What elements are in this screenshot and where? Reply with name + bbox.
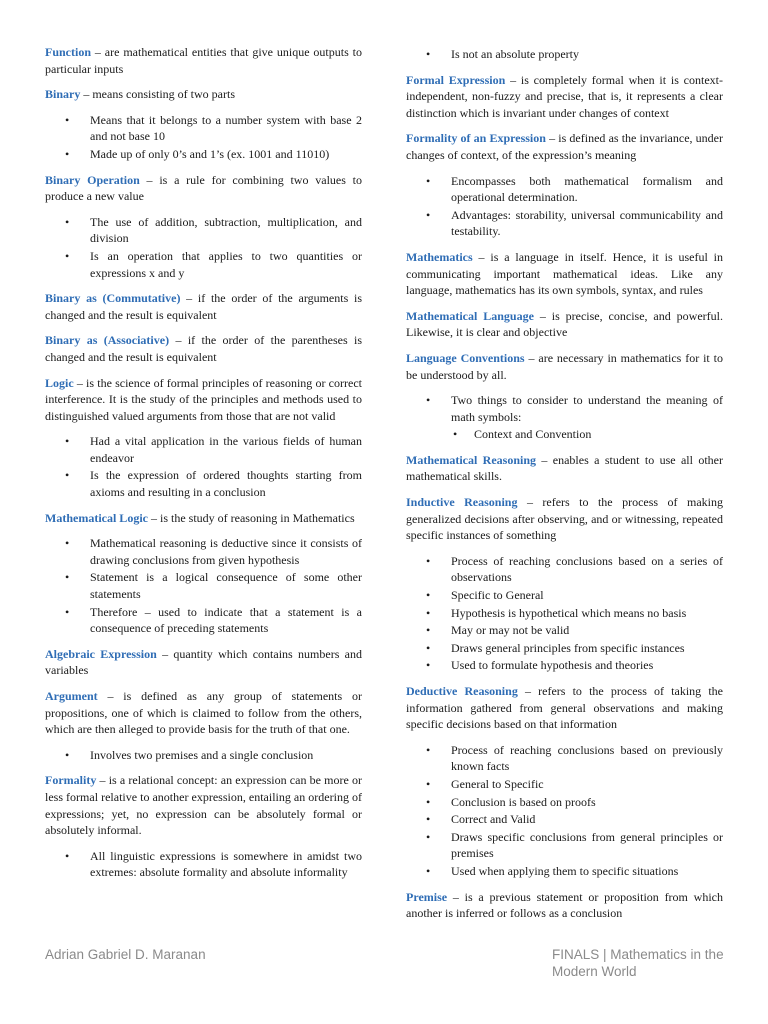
bullet-list bbox=[406, 553, 723, 674]
bullet-item: • Is the expression of ordered thoughts starting from axioms and resulting in a conclusion bbox=[45, 467, 362, 500]
footer-course bbox=[552, 946, 727, 980]
term-label: Function bbox=[45, 45, 92, 59]
definition-mathematical-reasoning bbox=[406, 452, 723, 485]
bullet-item: • May or may not be valid bbox=[406, 622, 723, 639]
bullet-item: • General to Specific bbox=[406, 776, 723, 793]
bullet-item: • Advantages: storability, universal communicability and testability. bbox=[406, 207, 723, 240]
definition-text: – are mathematical entities that give unique outputs to particular inputs bbox=[45, 45, 362, 76]
definition-text: – is a language in itself. Hence, it is useful in communicating important mathematical ideas. Like any language, mathematics has its own symbols, syntax, and rules bbox=[406, 249, 723, 298]
definition-function bbox=[45, 44, 362, 77]
bullet-item: • Therefore – used to indicate that a statement is a consequence of preceding statements bbox=[45, 604, 362, 637]
term-label: Binary as (Commutative) bbox=[45, 291, 181, 306]
bullet-list bbox=[406, 173, 723, 240]
definition-mathematical-logic bbox=[45, 510, 362, 527]
term-label: Inductive Reasoning bbox=[406, 495, 518, 510]
definition-text: – refers to the process of making generalized decisions after observing, and or witnessing, repeated specific instances of something bbox=[406, 495, 723, 543]
bullet-item: • Specific to General bbox=[406, 587, 723, 604]
bullet-item: • Draws specific conclusions from general principles or premises bbox=[406, 829, 723, 862]
bullet-item: • Process of reaching conclusions based on previously known facts bbox=[406, 742, 723, 775]
definition-binary-as-associative bbox=[45, 332, 362, 365]
bullet-list bbox=[406, 392, 723, 425]
bullet-list bbox=[45, 535, 362, 637]
bullet-item: • Means that it belongs to a number system with base 2 and not base 10 bbox=[45, 112, 362, 145]
bullet-item: • Used to formulate hypothesis and theories bbox=[406, 657, 723, 674]
bullet-item: • Hypothesis is hypothetical which means no basis bbox=[406, 605, 723, 622]
term-label: Logic bbox=[45, 375, 74, 390]
term-label: Mathematics bbox=[406, 249, 473, 264]
definition-text: – is completely formal when it is context-independent, non-fuzzy and precise, that is, it represents a clear distinction which is invariant under changes of context bbox=[406, 72, 723, 120]
term-label: Binary as (Associative) bbox=[45, 333, 170, 348]
term-label: Mathematical Logic bbox=[45, 510, 148, 525]
definition-text: – means consisting of two parts bbox=[80, 87, 235, 102]
term-label: Mathematical Language bbox=[406, 308, 534, 323]
term-label: Binary bbox=[45, 87, 81, 102]
bullet-item: • Involves two premises and a single conclusion bbox=[45, 747, 362, 764]
definition-text: – if the order of the parentheses is changed and the result is equivalent bbox=[45, 333, 362, 364]
definition-binary bbox=[45, 86, 362, 103]
bullet-item: • Conclusion is based on proofs bbox=[406, 794, 723, 811]
definition-mathematics bbox=[406, 249, 723, 299]
left-column bbox=[45, 44, 362, 890]
definition-text: – is the study of reasoning in Mathematics bbox=[147, 510, 355, 525]
term-label: Formality of an Expression bbox=[406, 131, 546, 146]
bullet-list bbox=[45, 848, 362, 881]
sub-bullet-list bbox=[406, 426, 723, 443]
definition-text: – quantity which contains numbers and variables bbox=[45, 646, 363, 678]
right-column bbox=[406, 46, 723, 931]
definition-text: – is defined as the invariance, under changes of context, of the expression’s meaning bbox=[406, 131, 723, 162]
definition-text: – is a rule for combining two values to produce a new value bbox=[45, 172, 362, 204]
term-label: Mathematical Reasoning bbox=[406, 452, 537, 467]
definition-inductive-reasoning bbox=[406, 494, 723, 544]
definition-mathematical-language bbox=[406, 308, 723, 341]
definition-text: – if the order of the arguments is changed and the result is equivalent bbox=[45, 291, 362, 322]
definition-text: – are necessary in mathematics for it to be understood by all. bbox=[406, 350, 723, 382]
bullet-item: • Draws general principles from specific instances bbox=[406, 640, 723, 657]
bullet-item: • The use of addition, subtraction, multiplication, and division bbox=[45, 214, 362, 247]
definition-text: – refers to the process of taking the information gathered from general observations and making specific decisions based on that information bbox=[406, 684, 723, 732]
definition-text: – is defined as any group of statements or propositions, one of which is claimed to follow from the others, which are then alleged to provide basis for the truth of that one. bbox=[45, 689, 362, 737]
definition-text: – is a relational concept: an expression can be more or less formal relative to another expression, entailing an ordering of expressions; yet, no expression can be absolutely formal or absolutely informal. bbox=[45, 773, 362, 838]
definition-argument bbox=[45, 688, 362, 738]
definition-text: – is the science of formal principles of reasoning or correct interference. It is the study of the principles and methods used to distinguished valued arguments from those that are not valid bbox=[45, 375, 362, 423]
term-label: Binary Operation bbox=[45, 172, 140, 187]
bullet-list bbox=[45, 747, 362, 764]
term-label: Deductive Reasoning bbox=[406, 684, 518, 698]
term-label: Formal Expression bbox=[406, 72, 506, 87]
definition-logic bbox=[45, 375, 362, 425]
term-label: Language Conventions bbox=[406, 350, 525, 365]
definition-deductive-reasoning bbox=[406, 683, 723, 733]
bullet-list bbox=[45, 214, 362, 281]
bullet-list bbox=[45, 433, 362, 500]
term-label: Formality bbox=[45, 773, 97, 788]
bullet-item: • Had a vital application in the various fields of human endeavor bbox=[45, 433, 362, 466]
definition-binary-operation bbox=[45, 172, 362, 205]
definition-premise bbox=[406, 889, 723, 922]
bullet-item: • Statement is a logical consequence of some other statements bbox=[45, 569, 362, 602]
bullet-list bbox=[45, 112, 362, 163]
term-label: Argument bbox=[45, 689, 98, 703]
bullet-item: • Mathematical reasoning is deductive since it consists of drawing conclusions from given hypothesis bbox=[45, 535, 362, 568]
definition-text: – enables a student to use all other mathematical skills. bbox=[406, 452, 723, 484]
bullet-item: • All linguistic expressions is somewhere in amidst two extremes: absolute formality and absolute informality bbox=[45, 848, 362, 881]
footer-author-text: Adrian Gabriel D. Maranan bbox=[45, 947, 206, 962]
bullet-item: • Is an operation that applies to two quantities or expressions x and y bbox=[45, 248, 362, 281]
bullet-item: • Is not an absolute property bbox=[406, 46, 723, 63]
definition-binary-as-commutative bbox=[45, 290, 362, 323]
definition-text: – is a previous statement or proposition from which another is inferred or follows as a conclusion bbox=[406, 889, 723, 921]
bullet-item: • Process of reaching conclusions based on a series of observations bbox=[406, 553, 723, 586]
bullet-list bbox=[406, 46, 723, 63]
footer-course-text: FINALS | Mathematics in the Modern World bbox=[552, 947, 724, 979]
bullet-item: • Used when applying them to specific situations bbox=[406, 863, 723, 880]
bullet-list bbox=[406, 742, 723, 880]
definition-text: – is precise, concise, and powerful. Likewise, it is clear and objective bbox=[406, 308, 723, 340]
footer-author bbox=[45, 946, 215, 963]
bullet-item: • Correct and Valid bbox=[406, 811, 723, 828]
bullet-item: • Encompasses both mathematical formalism and operational determination. bbox=[406, 173, 723, 206]
definition-formality bbox=[45, 772, 362, 838]
definition-formality-of-an-expression bbox=[406, 130, 723, 163]
bullet-item: • Two things to consider to understand the meaning of math symbols: bbox=[406, 392, 723, 425]
definition-formal-expression bbox=[406, 72, 723, 122]
term-label: Algebraic Expression bbox=[45, 646, 157, 661]
bullet-item: • Made up of only 0’s and 1’s (ex. 1001 and 11010) bbox=[45, 146, 362, 163]
term-label: Premise bbox=[406, 889, 448, 904]
sub-bullet-item: • Context and Convention bbox=[406, 426, 723, 443]
definition-algebraic-expression bbox=[45, 646, 362, 679]
definition-language-conventions bbox=[406, 350, 723, 383]
